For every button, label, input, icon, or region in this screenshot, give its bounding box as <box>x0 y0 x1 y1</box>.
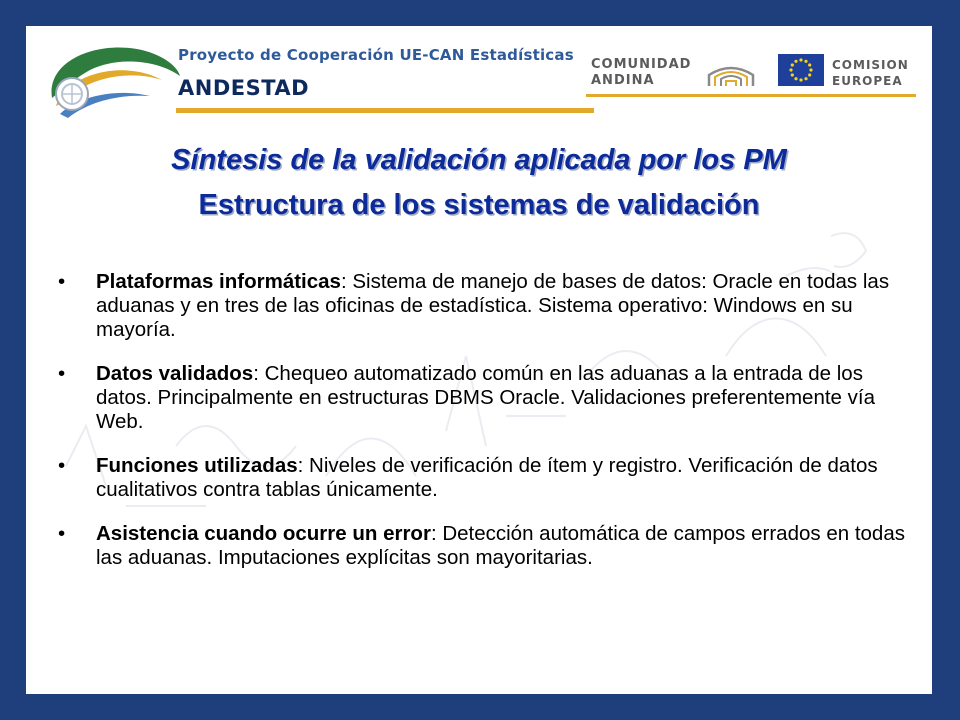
bullet-term: Plataformas informáticas <box>96 270 341 293</box>
bullet-marker: • <box>58 454 66 477</box>
comision-line: COMISION <box>832 58 909 72</box>
slide-title: Síntesis de la validación aplicada por los PM <box>171 144 787 176</box>
andean-community-arch-logo <box>706 59 756 89</box>
slide <box>26 26 932 694</box>
project-title: Proyecto de Cooperación UE-CAN Estadísticas <box>178 46 574 64</box>
comunidad-andina-label <box>591 57 691 89</box>
bullet-term: Datos validados <box>96 362 254 385</box>
bullet-marker: • <box>58 522 66 545</box>
eu-flag-icon <box>778 54 824 86</box>
europea-line: EUROPEA <box>832 74 903 88</box>
comision-europea-label <box>832 57 909 89</box>
bullet-marker: • <box>58 362 66 385</box>
bullet-list <box>58 270 918 590</box>
slide-subtitle: Estructura de los sistemas de validación <box>198 189 760 221</box>
org-gold-rule <box>586 94 916 97</box>
comunidad-line: COMUNIDAD <box>591 57 692 72</box>
project-name: ANDESTAD <box>178 76 310 100</box>
andina-line: ANDINA <box>591 73 655 88</box>
bullet-text: : Detección automática de campos errados en todas las aduanas. Imputaciones explícitas son mayoritarias. <box>96 522 905 569</box>
bullet-term: Funciones utilizadas <box>96 454 298 477</box>
bullet-term: Asistencia cuando ocurre un error <box>96 522 431 545</box>
swirl-globe-logo <box>38 36 188 128</box>
bullet-item <box>58 522 918 570</box>
bullet-text: : Sistema de manejo de bases de datos: Oracle en todas las aduanas y en tres de las oficinas de estadística. Sistema operativo: Windows en su mayoría. <box>96 270 890 341</box>
bullet-item <box>58 362 918 434</box>
bullet-text: : Niveles de verificación de ítem y registro. Verificación de datos cualitativos contra tablas únicamente. <box>96 454 878 501</box>
bullet-item <box>58 454 918 502</box>
bullet-text: : Chequeo automatizado común en las aduanas a la entrada de los datos. Principalmente en estructuras DBMS Oracle. Validaciones preferentemente vía Web. <box>96 362 875 433</box>
bullet-item <box>58 270 918 342</box>
bullet-marker: • <box>58 270 66 293</box>
header-gold-rule <box>176 108 594 113</box>
